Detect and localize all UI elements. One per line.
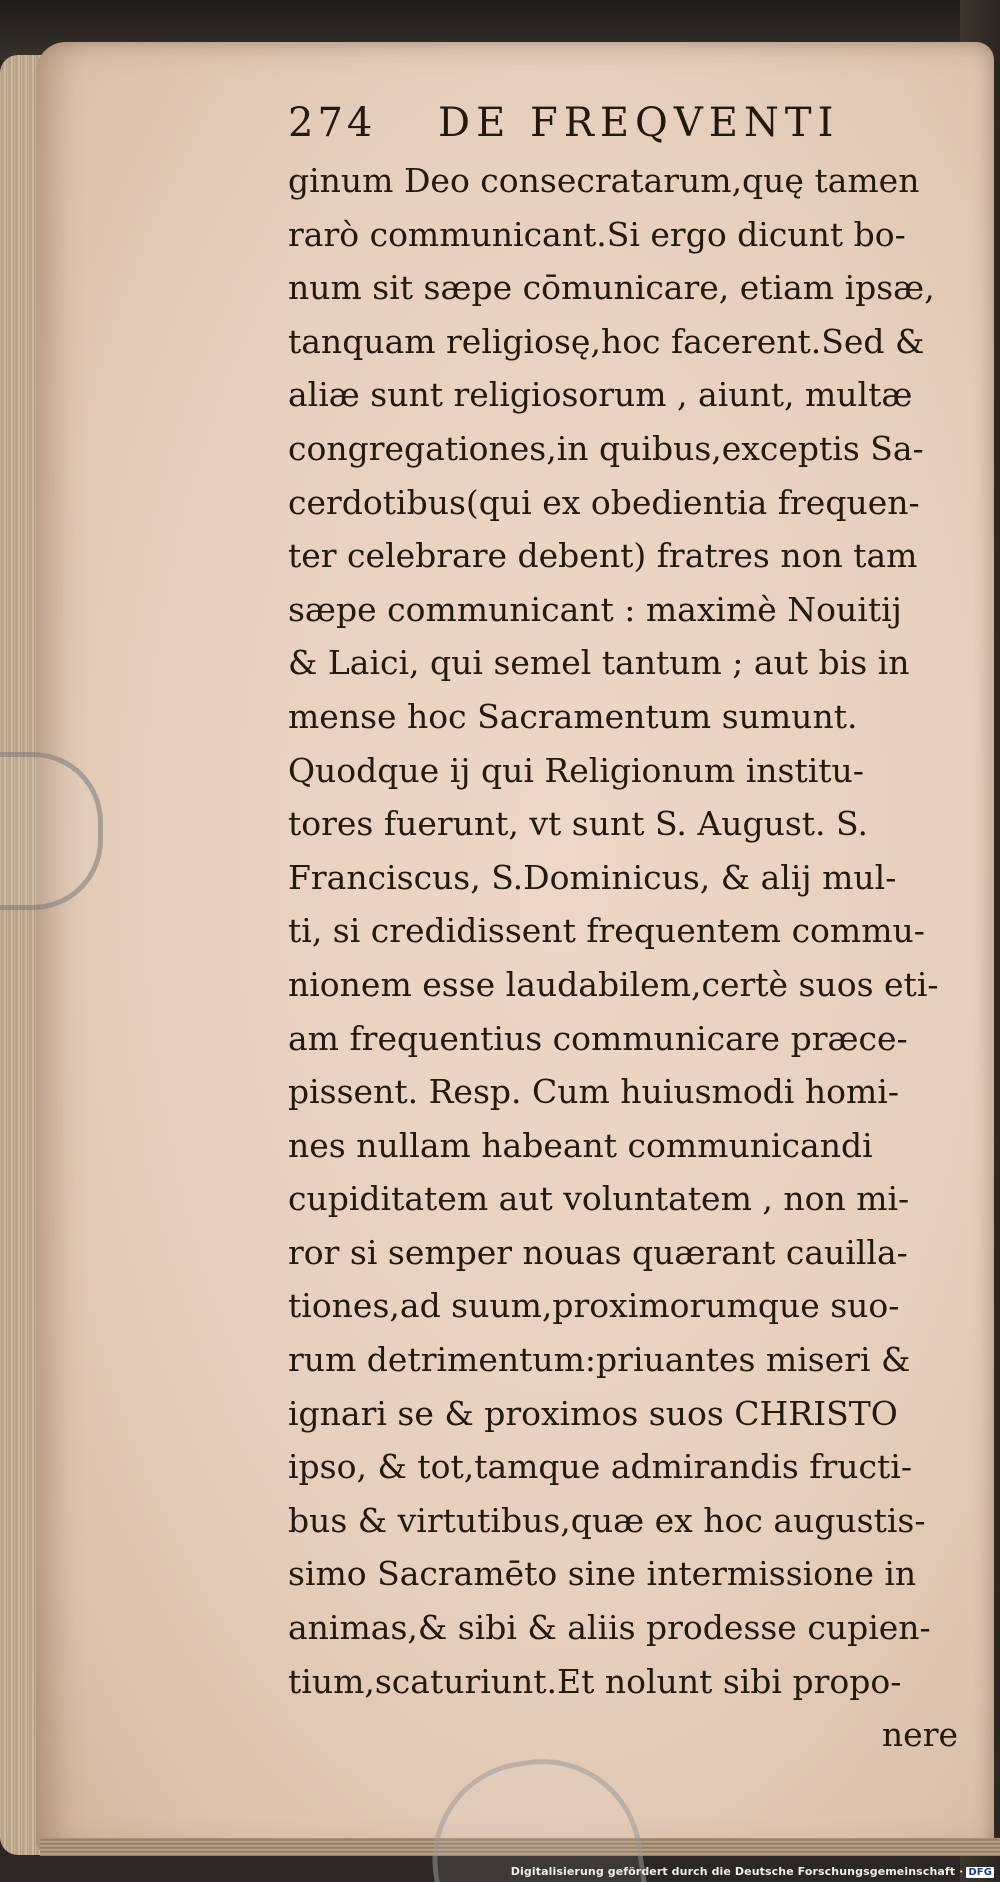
text-line: tiones,ad suum,proximorumque suo- [288, 1286, 900, 1326]
page-number: 274 [288, 100, 377, 146]
text-line: nes nullam habeant communicandi [288, 1125, 873, 1165]
text-line: Franciscus, S.Dominicus, & alij mul- [288, 857, 897, 897]
text-line: Quodque ij qui Religionum institu- [288, 750, 864, 790]
text-line: rum detrimentum:priuantes miseri & [288, 1340, 911, 1380]
text-line: tium,scaturiunt.Et nolunt sibi propo- [288, 1661, 902, 1701]
credit-text: Digitalisierung gefördert durch die Deutsche Forschungsgemeinschaft · [510, 1865, 964, 1878]
text-line: tanquam religiosę,hoc facerent.Sed & [288, 321, 925, 361]
text-line: animas,& sibi & aliis prodesse cupien- [288, 1608, 931, 1648]
text-line: rarò communicant.Si ergo dicunt bo- [288, 214, 906, 254]
text-line: & Laici, qui semel tantum ; aut bis in [288, 643, 910, 683]
text-line: mense hoc Sacramentum sumunt. [288, 696, 858, 736]
page-text [288, 100, 958, 1762]
text-line: ti, si credidissent frequentem commu- [288, 911, 925, 951]
text-line: pissent. Resp. Cum huiusmodi homi- [288, 1072, 899, 1112]
body-text [288, 154, 958, 1708]
text-line: ignari se & proximos suos CHRISTO [288, 1393, 898, 1433]
running-title: DE FREQVENTI [438, 100, 840, 146]
text-line: am frequentius communicare præce- [288, 1018, 908, 1058]
text-line: simo Sacramēto sine intermissione in [288, 1554, 917, 1594]
text-line: ter celebrare debent) fratres non tam [288, 536, 918, 576]
text-line: ror si semper nouas quærant cauilla- [288, 1232, 908, 1272]
text-line: cerdotibus(qui ex obedientia frequen- [288, 482, 920, 522]
text-line: congregationes,in quibus,exceptis Sa- [288, 428, 924, 468]
page-header [288, 100, 958, 150]
text-line: tores fuerunt, vt sunt S. August. S. [288, 804, 868, 844]
text-line: num sit sæpe cōmunicare, etiam ipsæ, [288, 268, 935, 308]
text-line: ipso, & tot,tamque admirandis fructi- [288, 1447, 912, 1487]
text-line: cupiditatem aut voluntatem , non mi- [288, 1179, 910, 1219]
text-line: bus & virtutibus,quæ ex hoc augustis- [288, 1500, 926, 1540]
text-line: ginum Deo consecratarum,quę tamen [288, 161, 920, 200]
text-line: nionem esse laudabilem,certè suos eti- [288, 964, 939, 1004]
digitization-credit [511, 1865, 994, 1878]
catchword: nere [881, 1715, 958, 1755]
dfg-logo: DFG [968, 1867, 992, 1878]
text-line: aliæ sunt religiosorum , aiunt, multæ [288, 375, 913, 415]
text-line: sæpe communicant : maximè Nouitij [288, 589, 902, 629]
